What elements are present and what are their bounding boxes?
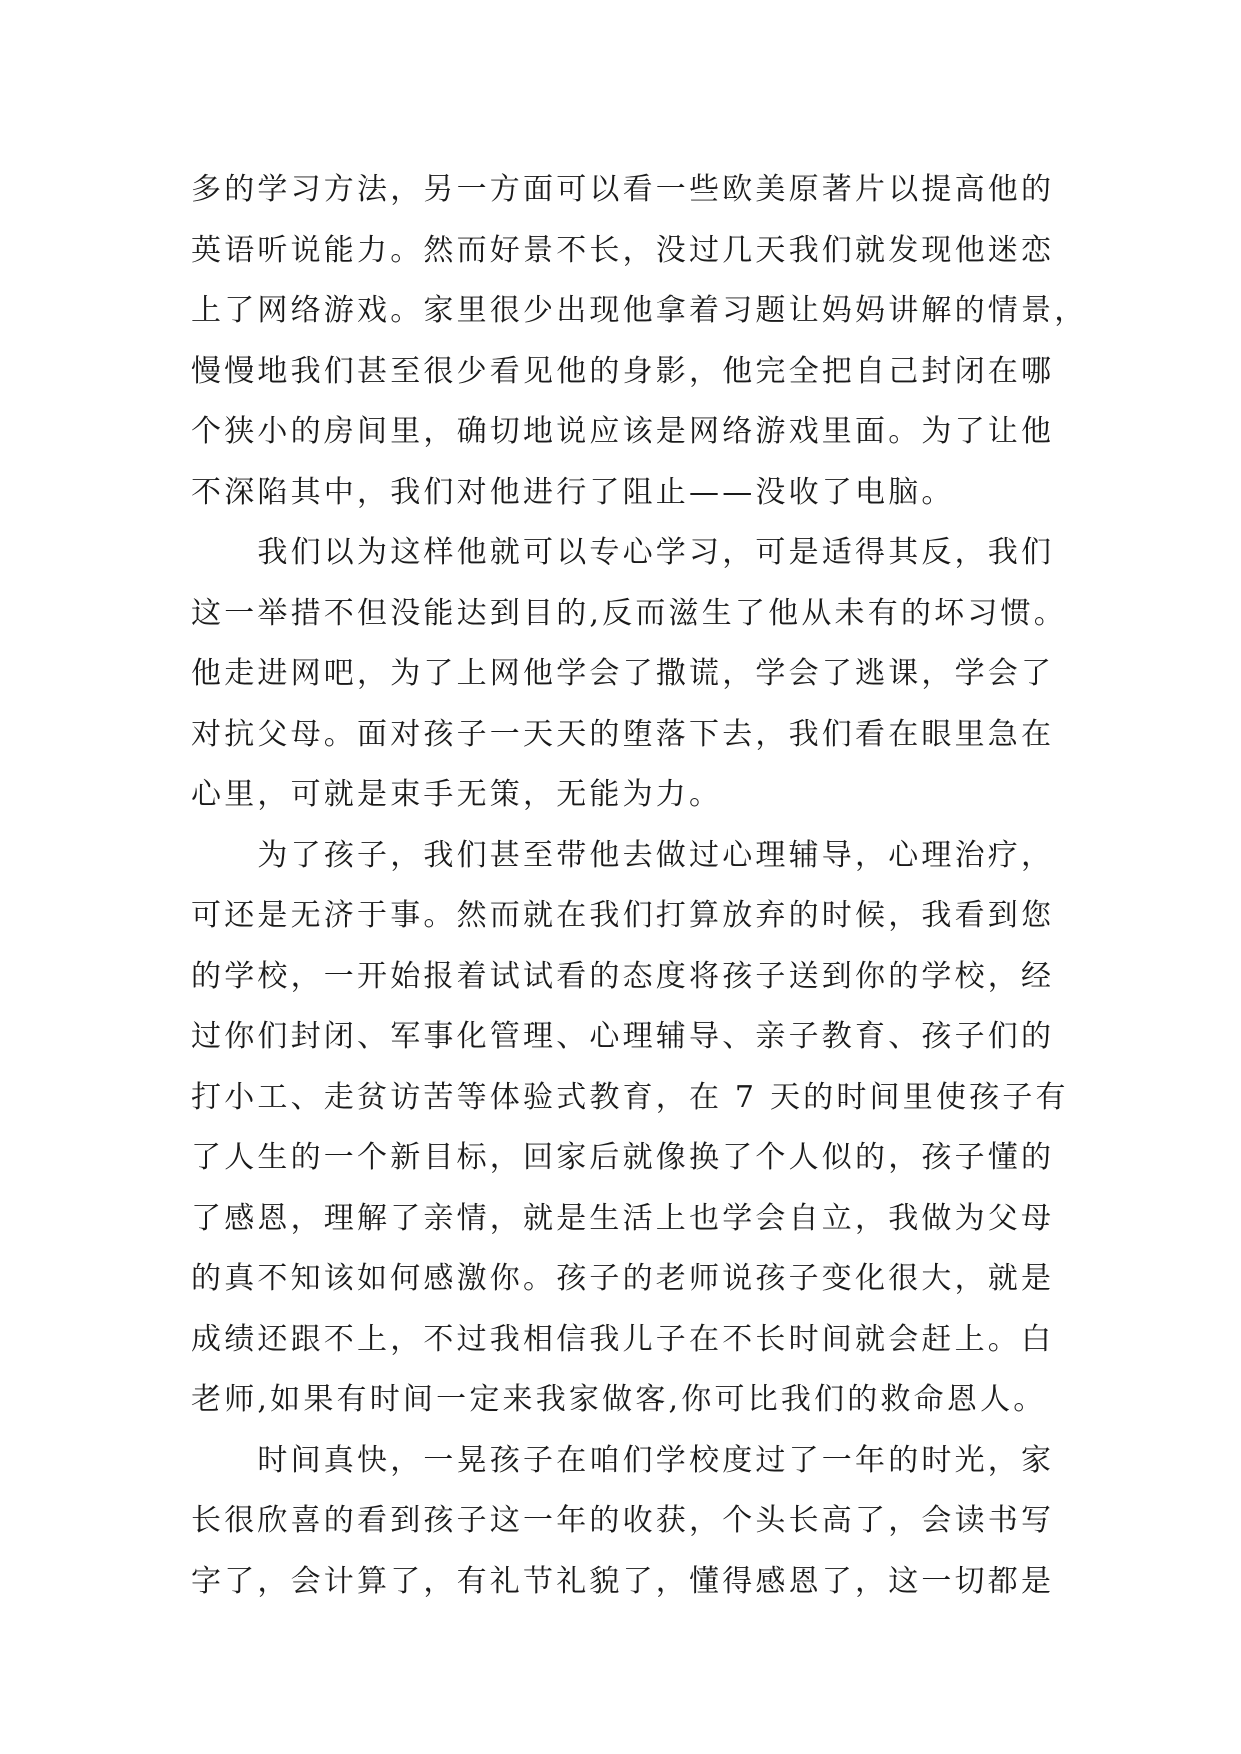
body-text (191, 160, 1088, 1612)
text-line-12: 为了孩子，我们甚至带他去做过心理辅导，心理治疗， (191, 837, 1055, 873)
text-line-7: 我们以为这样他就可以专心学习，可是适得其反，我们 (191, 535, 1055, 570)
text-line-6: 不深陷其中，我们对他进行了阻止——没收了电脑。 (191, 474, 955, 510)
text-line-19: 的真不知该如何感激你。孩子的老师说孩子变化很大，就是 (191, 1261, 1055, 1296)
text-line-3: 上了网络游戏。家里很少出现他拿着习题让妈妈讲解的情景， (191, 293, 1088, 328)
text-line-22: 时间真快，一晃孩子在咱们学校度过了一年的时光，家 (191, 1442, 1055, 1478)
text-line-15: 过你们封闭、军事化管理、心理辅导、亲子教育、孩子们的 (191, 1019, 1055, 1054)
text-line-8: 这一举措不但没能达到目的,反而滋生了他从未有的坏习惯。 (191, 595, 1067, 631)
text-line-4: 慢慢地我们甚至很少看见他的身影，他完全把自己封闭在哪 (191, 353, 1055, 389)
text-line-23: 长很欣喜的看到孩子这一年的收获，个头长高了，会读书写 (191, 1503, 1055, 1538)
text-line-2: 英语听说能力。然而好景不长，没过几天我们就发现他迷恋 (191, 232, 1055, 268)
text-line-13: 可还是无济于事。然而就在我们打算放弃的时候，我看到您 (191, 898, 1055, 933)
text-line-20: 成绩还跟不上，不过我相信我儿子在不长时间就会赶上。白 (191, 1321, 1055, 1357)
text-line-21: 老师,如果有时间一定来我家做客,你可比我们的救命恩人。 (191, 1382, 1047, 1417)
text-line-11: 心里，可就是束手无策，无能为力。 (191, 777, 723, 812)
text-line-10: 对抗父母。面对孩子一天天的堕落下去，我们看在眼里急在 (191, 716, 1055, 752)
text-line-1: 多的学习方法，另一方面可以看一些欧美原著片以提高他的 (191, 172, 1055, 207)
text-line-14: 的学校，一开始报着试试看的态度将孩子送到你的学校，经 (191, 958, 1055, 994)
text-line-5: 个狭小的房间里，确切地说应该是网络游戏里面。为了让他 (191, 414, 1055, 449)
text-line-9: 他走进网吧，为了上网他学会了撒谎，学会了逃课，学会了 (191, 656, 1055, 691)
text-line-17: 了人生的一个新目标，回家后就像换了个人似的，孩子懂的 (191, 1140, 1055, 1175)
text-line-16: 打小工、走贫访苦等体验式教育，在 7 天的时间里使孩子有 (191, 1079, 1069, 1115)
text-line-24: 字了，会计算了，有礼节礼貌了，懂得感恩了，这一切都是 (191, 1563, 1055, 1599)
text-line-18: 了感恩，理解了亲情，就是生活上也学会自立，我做为父母 (191, 1200, 1055, 1236)
